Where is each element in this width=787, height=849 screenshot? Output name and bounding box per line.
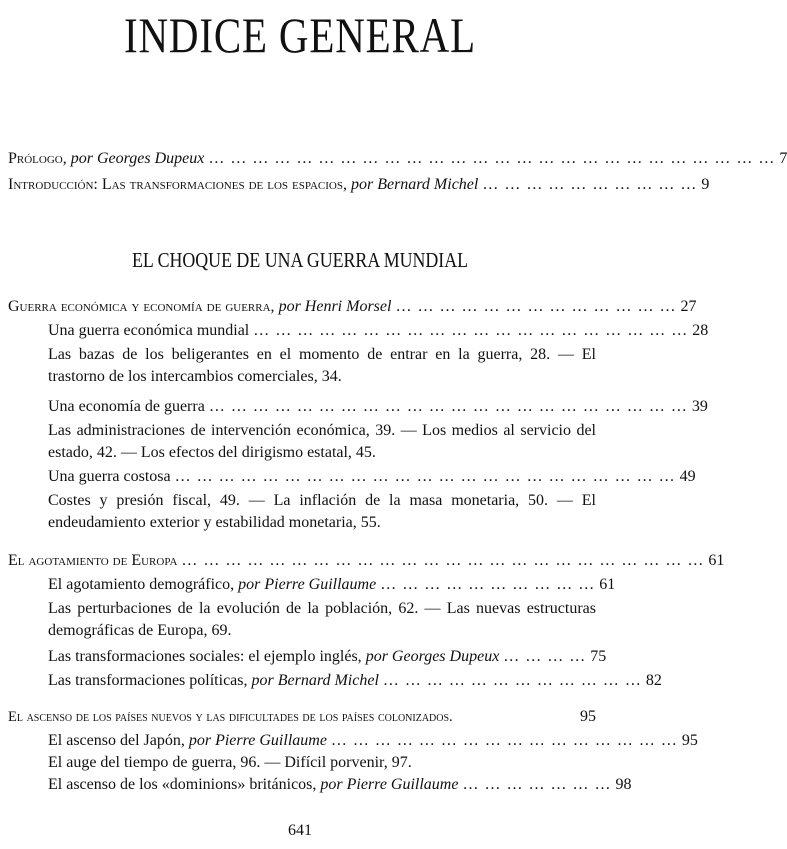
toc-entry[interactable]: [48, 322, 709, 340]
entry-label: Una guerra económica mundial: [48, 322, 250, 339]
toc-entry[interactable]: [48, 776, 632, 794]
entry-label: El ascenso de los «dominions» británicos,: [48, 776, 317, 793]
toc-entry-prologo[interactable]: [8, 150, 787, 168]
leader-dots: … … … … … … … … … … … … … … … … … … … … … … … …: [181, 552, 705, 569]
section-heading: EL CHOQUE DE UNA GUERRA MUNDIAL: [131, 248, 468, 272]
page-ref: 82: [645, 672, 662, 689]
entry-label: Las transformaciones políticas,: [48, 672, 248, 689]
page-ref: 61: [599, 576, 616, 593]
entry-summary: Las perturbaciones de la evolución de la población, 62. — Las nuevas estructuras demográficas de Europa, 69.: [48, 600, 596, 639]
entry-author: por Georges Dupeux: [365, 648, 500, 665]
entry-author: por Bernard Michel: [350, 176, 479, 193]
page-ref: 98: [615, 776, 632, 793]
entry-label: El ascenso de los países nuevos y las dificultades de los países colonizados.: [8, 709, 453, 725]
entry-author: por Bernard Michel: [251, 672, 379, 689]
leader-dots: … … … … … … … … … … … …: [382, 672, 642, 689]
page-number: 641: [288, 822, 312, 839]
toc-chapter-3[interactable]: [8, 708, 596, 726]
leader-dots: … … … … … … … … … … … … … … … … … … … …: [253, 322, 689, 339]
toc-entry[interactable]: [48, 648, 607, 666]
page-ref: 27: [680, 298, 697, 315]
entry-author: por Henri Morsel: [278, 298, 392, 315]
entry-label: El agotamiento de Europa: [8, 552, 178, 569]
page-ref: 49: [679, 468, 696, 485]
entry-author: por Pierre Guillaume: [238, 576, 377, 593]
entry-summary: Las administraciones de intervención económica, 39. — Los medios al servicio del estado, 42. — Los efectos del dirigismo estatal, 45.: [48, 422, 596, 461]
toc-entry[interactable]: [48, 468, 696, 486]
leader-dots: … … … … … … … … … …: [482, 176, 698, 193]
entry-summary: El auge del tiempo de guerra, 96. — Difícil porvenir, 97.: [48, 754, 412, 771]
entry-label: El ascenso del Japón,: [48, 732, 185, 749]
entry-label: Guerra económica y economía de guerra,: [8, 298, 275, 315]
toc-entry[interactable]: [48, 732, 698, 750]
entry-summary: Las bazas de los beligerantes en el momento de entrar en la guerra, 28. — El trastorno de los intercambios comerciales, 34.: [48, 346, 596, 385]
page-ref: 61: [708, 552, 725, 569]
entry-label: Una economía de guerra: [48, 398, 205, 415]
entry-label: El agotamiento demográfico,: [48, 576, 235, 593]
toc-entry-intro[interactable]: [8, 176, 710, 194]
toc-chapter-2[interactable]: [8, 552, 725, 570]
leader-dots: … … … … … … … … … … … … … … … … … … … … … … … … … …: [208, 150, 776, 167]
entry-label: Introducción: Las transformaciones de los espacios,: [8, 176, 347, 193]
page-ref: 39: [691, 398, 708, 415]
leader-dots: … … … … … … …: [462, 776, 612, 793]
toc-entry[interactable]: [48, 398, 708, 416]
leader-dots: … … … …: [503, 648, 587, 665]
page-title: INDICE GENERAL: [124, 7, 476, 63]
page-ref: 95: [681, 732, 698, 749]
leader-dots: … … … … … … … … … …: [380, 576, 596, 593]
entry-author: por Pierre Guillaume: [320, 776, 459, 793]
page-ref: 9: [701, 176, 710, 193]
leader-dots: … … … … … … … … … … … … … … … … … … … … … … …: [174, 468, 676, 485]
toc-entry[interactable]: [48, 672, 662, 690]
page-ref: 7: [779, 150, 787, 167]
entry-author: por Pierre Guillaume: [188, 732, 327, 749]
toc-chapter-1[interactable]: [8, 298, 697, 316]
entry-label: Las transformaciones sociales: el ejemplo inglés,: [48, 648, 362, 665]
entry-label: Prólogo,: [8, 150, 67, 167]
toc-entry[interactable]: [48, 576, 616, 594]
entry-label: Una guerra costosa: [48, 468, 171, 485]
leader-dots: … … … … … … … … … … … … …: [395, 298, 677, 315]
entry-author: por Georges Dupeux: [70, 150, 205, 167]
leader-dots: … … … … … … … … … … … … … … … … … … … … … …: [208, 398, 688, 415]
page-ref: 95: [580, 708, 596, 725]
page-ref: 75: [590, 648, 607, 665]
page-ref: 28: [692, 322, 709, 339]
entry-summary: Costes y presión fiscal, 49. — La inflación de la masa monetaria, 50. — El endeudamiento exterior y estabilidad monetaria, 55.: [48, 492, 596, 531]
leader-dots: … … … … … … … … … … … … … … … …: [330, 732, 678, 749]
